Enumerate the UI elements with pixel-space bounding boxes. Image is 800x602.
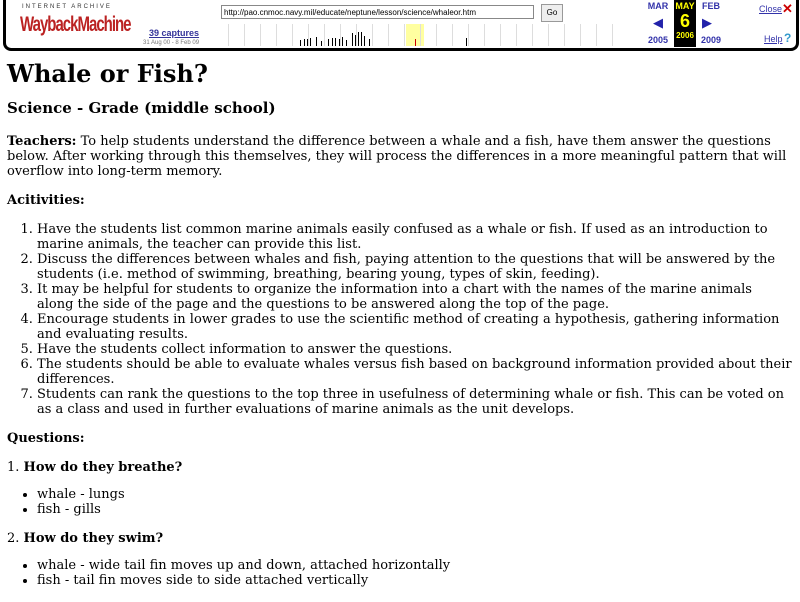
year-divider	[612, 24, 613, 46]
year-divider	[420, 24, 421, 46]
capture-bar[interactable]	[369, 39, 370, 46]
list-item: 3. It may be helpful for students to organize the information into a chart with the names of the marine animals along the side of the page and the questions to be answered along the top of the page.	[37, 282, 792, 312]
capture-bar[interactable]	[364, 36, 365, 46]
year-divider	[468, 24, 469, 46]
current-day: 6	[679, 11, 690, 31]
list-item: • fish - tail fin moves side to side attached vertically	[37, 573, 792, 588]
question-heading: 1. How do they breathe?	[7, 460, 183, 475]
capture-bar[interactable]	[316, 37, 317, 46]
close-icon[interactable]: ✕	[782, 1, 793, 16]
prev-month[interactable]: MAR	[647, 1, 669, 11]
list-item: 6. The students should be able to evaluate whales versus fish based on background information provided about their differences.	[37, 357, 792, 387]
capture-bar[interactable]	[342, 37, 343, 46]
current-date	[674, 0, 696, 47]
capture-bar[interactable]	[304, 39, 305, 46]
capture-bar[interactable]	[300, 40, 301, 46]
year-divider	[484, 24, 485, 46]
activities-heading: Acitivities:	[7, 193, 85, 208]
list-item: 4. Encourage students in lower grades to use the scientific method of creating a hypothesis, gathering information and evaluating results.	[37, 312, 792, 342]
year-divider	[436, 24, 437, 46]
question-heading: 2. How do they swim?	[7, 531, 164, 546]
logo-caption: INTERNET ARCHIVE	[22, 4, 112, 10]
year-divider	[292, 24, 293, 46]
url-input[interactable]: http://pao.cnmoc.navy.mil/educate/neptune/lesson/science/whaleor.htm	[221, 5, 534, 19]
year-divider	[452, 24, 453, 46]
page-subtitle: Science - Grade (middle school)	[7, 99, 276, 117]
capture-bar[interactable]	[310, 38, 311, 46]
close-link[interactable]: Close	[759, 4, 783, 14]
year-divider	[516, 24, 517, 46]
capture-bar[interactable]	[466, 38, 467, 46]
help-icon[interactable]: ?	[784, 31, 792, 45]
questions-heading: Questions:	[7, 431, 85, 446]
activities-list	[7, 222, 792, 417]
list-item: 5. Have the students collect information to answer the questions.	[37, 342, 792, 357]
wayback-logo[interactable]: WaybackMachine	[20, 13, 131, 37]
teachers-text: To help students understand the difference between a whale and a fish, have them answer the questions below. After working through this themselves, they will process the differences in a more meaningful pattern that will overflow into long-term memory.	[7, 134, 787, 179]
year-divider	[548, 24, 549, 46]
go-button[interactable]: Go	[541, 4, 563, 22]
year-divider	[580, 24, 581, 46]
year-divider	[532, 24, 533, 46]
capture-bar[interactable]	[339, 39, 340, 46]
year-divider	[324, 24, 325, 46]
answer-list	[7, 558, 792, 588]
year-divider	[340, 24, 341, 46]
capture-bar[interactable]	[415, 39, 416, 46]
prev-arrow-icon[interactable]: ◀	[653, 15, 663, 30]
capture-bar[interactable]	[355, 35, 356, 46]
year-divider	[596, 24, 597, 46]
capture-bar[interactable]	[335, 38, 336, 46]
year-divider	[244, 24, 245, 46]
capture-bar[interactable]	[321, 41, 322, 46]
year-divider	[500, 24, 501, 46]
prev-year[interactable]: 2005	[647, 35, 669, 45]
capture-bar[interactable]	[328, 39, 329, 46]
capture-bar[interactable]	[346, 40, 347, 46]
capture-sparkline[interactable]	[228, 24, 623, 46]
answer-list	[7, 487, 792, 517]
capture-bar[interactable]	[332, 38, 333, 46]
list-item: 2. Discuss the differences between whales and fish, paying attention to the questions that will be answered by the students (i.e. method of swimming, breathing, bearing young, types of skin, feeding).	[37, 252, 792, 282]
next-month[interactable]: FEB	[702, 1, 720, 11]
teachers-paragraph	[7, 134, 792, 179]
year-divider	[564, 24, 565, 46]
page-content	[7, 59, 792, 602]
list-item: 7. Students can rank the questions to the top three in usefulness of determining whale or fish. This can be voted on as a class and used in further evaluations of marine animals as the unit develops.	[37, 387, 792, 417]
teachers-label: Teachers:	[7, 134, 77, 149]
year-divider	[260, 24, 261, 46]
year-divider	[308, 24, 309, 46]
page-title: Whale or Fish?	[7, 59, 208, 88]
year-divider	[404, 24, 405, 46]
list-item: • whale - wide tail fin moves up and down, attached horizontally	[37, 558, 792, 573]
year-divider	[276, 24, 277, 46]
capture-range: 31 Aug 00 - 8 Feb 09	[143, 40, 200, 46]
captures-link[interactable]: 39 captures	[149, 28, 200, 38]
capture-bar[interactable]	[361, 32, 362, 46]
capture-bar[interactable]	[352, 33, 353, 46]
year-divider	[372, 24, 373, 46]
wayback-toolbar	[3, 0, 799, 51]
next-arrow-icon[interactable]: ▶	[702, 15, 712, 30]
capture-bar[interactable]	[358, 32, 359, 46]
year-divider	[228, 24, 229, 46]
year-divider	[388, 24, 389, 46]
list-item: • whale - lungs	[37, 487, 792, 502]
current-year: 2006	[676, 31, 694, 40]
current-month: MAY	[675, 1, 695, 11]
list-item: 1. Have the students list common marine animals easily confused as a whale or fish. If used as an introduction to marine animals, the teacher can provide this list.	[37, 222, 792, 252]
help-link[interactable]: Help	[764, 34, 783, 44]
capture-bar[interactable]	[307, 39, 308, 46]
list-item: • fish - gills	[37, 502, 792, 517]
year-divider	[356, 24, 357, 46]
next-year[interactable]: 2009	[700, 35, 722, 45]
